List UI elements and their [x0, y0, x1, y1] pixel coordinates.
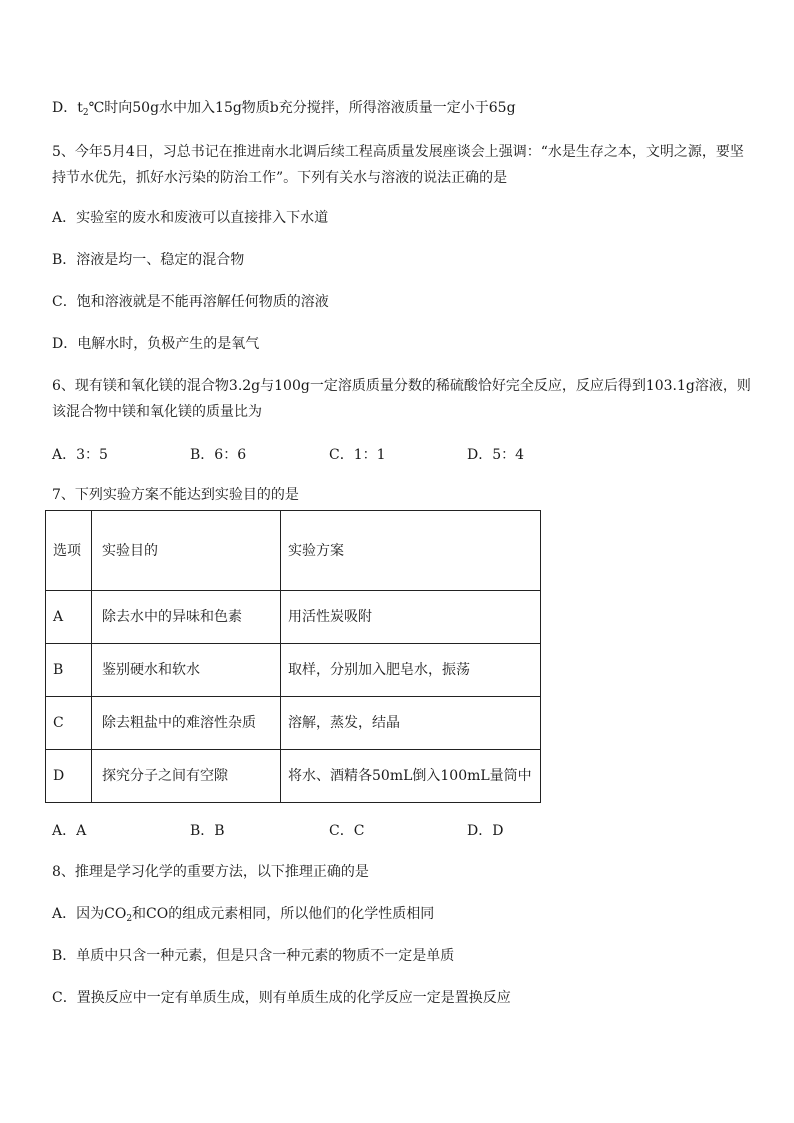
q8-option-b: B．单质中只含一种元素，但是只含一种元素的物质不一定是单质 — [52, 948, 455, 964]
q6-option-d: D．5：4 — [467, 447, 525, 463]
q5-option-a: A．实验室的废水和废液可以直接排入下水道 — [52, 210, 329, 226]
q5-stem: 5、今年5月4日，习总书记在推进南水北调后续工程高质量发展座谈会上强调：“水是生存之本，文明之源，要坚持节水优先，抓好水污染的防治工作”。下列有关水与溶液的说法正确的是 — [52, 144, 744, 186]
cell-purpose: 鉴别硬水和软水 — [92, 644, 281, 697]
q8-stem: 8、推理是学习化学的重要方法，以下推理正确的是 — [52, 864, 369, 880]
q5-option-d: D．电解水时，负极产生的是氧气 — [52, 336, 260, 352]
cell-purpose: 探究分子之间有空隙 — [92, 750, 281, 803]
cell-option: D — [46, 750, 92, 803]
q6-stem: 6、现有镁和氧化镁的混合物3.2g与100g一定溶质质量分数的稀硫酸恰好完全反应，反应后得到103.1g溶液，则该混合物中镁和氧化镁的质量比为 — [52, 378, 751, 420]
cell-option: B — [46, 644, 92, 697]
cell-plan: 用活性炭吸附 — [281, 591, 541, 644]
header-option: 选项 — [46, 511, 92, 591]
q5-option-c: C．饱和溶液就是不能再溶解任何物质的溶液 — [52, 294, 329, 310]
q6-option-b: B．6：6 — [190, 447, 247, 463]
q6-option-c: C．1：1 — [329, 447, 386, 463]
q4-option-d: D．$t_2℃$时向50g水中加入15g物质b充分搅拌，所得溶液质量一定小于65g — [52, 100, 516, 118]
table-row — [46, 644, 541, 697]
q7-option-a: A．A — [52, 823, 87, 839]
table-row — [46, 591, 541, 644]
table-row — [46, 697, 541, 750]
cell-purpose: 除去水中的异味和色素 — [92, 591, 281, 644]
q7-option-d: D．D — [467, 823, 504, 839]
q7-stem: 7、下列实验方案不能达到实验目的的是 — [52, 487, 299, 503]
q8-option-c: C．置换反应中一定有单质生成，则有单质生成的化学反应一定是置换反应 — [52, 990, 511, 1006]
cell-option: A — [46, 591, 92, 644]
q7-option-b: B．B — [190, 823, 225, 839]
q7-option-c: C．C — [329, 823, 365, 839]
cell-purpose: 除去粗盐中的难溶性杂质 — [92, 697, 281, 750]
header-plan: 实验方案 — [281, 511, 541, 591]
cell-plan: 将水、酒精各50mL倒入100mL量筒中 — [281, 750, 541, 803]
cell-plan: 溶解，蒸发，结晶 — [281, 697, 541, 750]
q5-option-b: B．溶液是均一、稳定的混合物 — [52, 252, 245, 268]
cell-plan: 取样，分别加入肥皂水，振荡 — [281, 644, 541, 697]
table-header-row — [46, 511, 541, 591]
q8-option-a: A．因为$CO_2$和CO的组成元素相同，所以他们的化学性质相同 — [52, 906, 435, 924]
cell-option: C — [46, 697, 92, 750]
experiment-table — [45, 510, 541, 803]
table-row — [46, 750, 541, 803]
q6-option-a: A．3：5 — [52, 447, 108, 463]
header-purpose: 实验目的 — [92, 511, 281, 591]
